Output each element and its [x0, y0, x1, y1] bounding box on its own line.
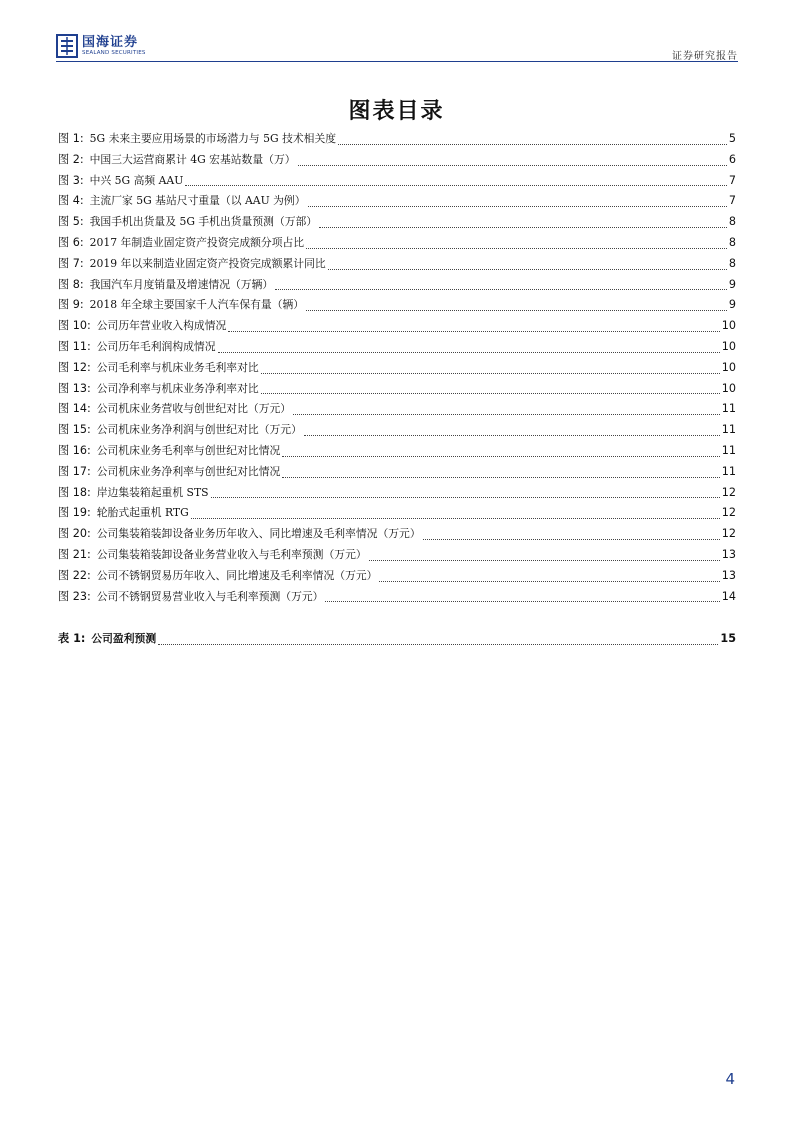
dot-leader: [275, 289, 727, 290]
dot-leader: [369, 560, 720, 561]
figure-entry[interactable]: [58, 317, 736, 338]
entry-label: 图 23:: [58, 589, 91, 603]
entry-title: 公司不锈钢贸易历年收入、同比增速及毛利率情况（万元）: [96, 568, 378, 582]
dot-leader: [306, 310, 727, 311]
dot-leader: [338, 144, 727, 145]
figure-entry[interactable]: [58, 338, 736, 359]
entry-label: 图 10:: [58, 319, 91, 333]
dot-leader: [228, 331, 719, 332]
entry-label: 图 2:: [58, 152, 84, 166]
entry-page: 7: [728, 194, 736, 208]
header-divider: [56, 61, 738, 62]
dot-leader: [306, 248, 727, 249]
dot-leader: [185, 185, 727, 186]
dot-leader: [325, 601, 719, 602]
dot-leader: [423, 539, 720, 540]
entry-label: 图 19:: [58, 506, 91, 520]
figure-entry[interactable]: [58, 484, 736, 505]
entry-title: 2018 年全球主要国家千人汽车保有量（辆）: [89, 298, 305, 312]
entry-page: 8: [728, 235, 736, 249]
entry-page: 10: [721, 360, 736, 374]
figure-entry[interactable]: [58, 255, 736, 276]
entry-title: 中兴 5G 高频 AAU: [89, 173, 184, 187]
entry-title: 公司历年营业收入构成情况: [96, 319, 227, 333]
entry-label: 图 8:: [58, 277, 84, 291]
figure-entry[interactable]: [58, 151, 736, 172]
dot-leader: [261, 373, 720, 374]
entry-title: 我国手机出货量及 5G 手机出货量预测（万部）: [89, 215, 318, 229]
page-title: 图表目录: [348, 98, 445, 124]
figure-entry[interactable]: [58, 276, 736, 297]
entry-page: 12: [721, 527, 736, 541]
figure-entry[interactable]: [58, 213, 736, 234]
entry-page: 13: [721, 547, 736, 561]
dot-leader: [158, 644, 718, 645]
dot-leader: [304, 435, 720, 436]
table-list: [58, 630, 736, 651]
entry-title: 岸边集装箱起重机 STS: [96, 485, 209, 499]
figure-list: [58, 130, 736, 608]
entry-page: 11: [721, 423, 736, 437]
entry-title: 公司集装箱装卸设备业务历年收入、同比增速及毛利率情况（万元）: [96, 527, 421, 541]
page-header: [56, 34, 738, 64]
entry-page: 5: [728, 132, 736, 145]
entry-label: 图 6:: [58, 235, 84, 249]
entry-label: 图 11:: [58, 339, 91, 353]
entry-label: 图 17:: [58, 464, 91, 478]
dot-leader: [218, 352, 720, 353]
entry-page: 10: [721, 319, 736, 333]
entry-label: 图 15:: [58, 423, 91, 437]
entry-label: 图 20:: [58, 527, 91, 541]
entry-label: 图 13:: [58, 381, 91, 395]
dot-leader: [298, 165, 727, 166]
sealand-logo-icon: [56, 34, 78, 58]
figure-entry[interactable]: [58, 172, 736, 193]
entry-label: 图 1:: [58, 132, 84, 145]
entry-label: 图 22:: [58, 568, 91, 582]
entry-title: 中国三大运营商累计 4G 宏基站数量（万）: [89, 152, 296, 166]
entry-page: 8: [728, 256, 736, 270]
entry-title: 5G 未来主要应用场景的市场潜力与 5G 技术相关度: [89, 132, 337, 145]
entry-page: 11: [721, 402, 736, 416]
figure-entry[interactable]: [58, 567, 736, 588]
entry-title: 主流厂家 5G 基站尺寸重量（以 AAU 为例）: [89, 194, 306, 208]
dot-leader: [191, 518, 720, 519]
entry-label: 图 16:: [58, 443, 91, 457]
entry-label: 图 5:: [58, 215, 84, 229]
entry-label: 图 7:: [58, 256, 84, 270]
entry-page: 7: [728, 173, 736, 187]
figure-entry[interactable]: [58, 380, 736, 401]
entry-label: 图 14:: [58, 402, 91, 416]
entry-page: 9: [728, 277, 736, 291]
entry-page: 11: [721, 443, 736, 457]
entry-page: 6: [728, 152, 736, 166]
entry-title: 我国汽车月度销量及增速情况（万辆）: [89, 277, 274, 291]
entry-label: 图 4:: [58, 194, 84, 208]
figure-entry[interactable]: [58, 463, 736, 484]
entry-title: 2019 年以来制造业固定资产投资完成额累计同比: [89, 256, 326, 270]
figure-entry[interactable]: [58, 421, 736, 442]
entry-page: 14: [721, 589, 736, 603]
figure-entry[interactable]: [58, 504, 736, 525]
entry-label: 表 1:: [58, 632, 86, 645]
entry-title: 公司机床业务毛利率与创世纪对比情况: [96, 443, 281, 457]
figure-entry[interactable]: [58, 525, 736, 546]
logo-english-name: SEALAND SECURITIES: [82, 49, 146, 56]
figure-entry[interactable]: [58, 588, 736, 609]
dot-leader: [211, 497, 720, 498]
dot-leader: [308, 206, 727, 207]
entry-page: 10: [721, 381, 736, 395]
entry-label: 图 18:: [58, 485, 91, 499]
entry-page: 15: [720, 632, 736, 645]
entry-title: 轮胎式起重机 RTG: [96, 506, 189, 520]
dot-leader: [319, 227, 727, 228]
entry-page: 12: [721, 485, 736, 499]
entry-page: 13: [721, 568, 736, 582]
entry-title: 公司机床业务净利率与创世纪对比情况: [96, 464, 281, 478]
entry-page: 10: [721, 339, 736, 353]
entry-label: 图 9:: [58, 298, 84, 312]
dot-leader: [282, 456, 719, 457]
company-logo: [56, 34, 146, 58]
entry-label: 图 3:: [58, 173, 84, 187]
entry-title: 公司集装箱装卸设备业务营业收入与毛利率预测（万元）: [96, 547, 367, 561]
figure-entry[interactable]: [58, 442, 736, 463]
entry-title: 公司历年毛利润构成情况: [96, 339, 216, 353]
figure-entry[interactable]: [58, 546, 736, 567]
figure-entry[interactable]: [58, 130, 736, 151]
dot-leader: [282, 477, 719, 478]
logo-chinese-name: 国海证券: [82, 34, 139, 50]
entry-label: 图 21:: [58, 547, 91, 561]
dot-leader: [293, 414, 720, 415]
entry-title: 公司盈利预测: [91, 632, 157, 645]
figure-entry[interactable]: [58, 296, 736, 317]
entry-page: 11: [721, 464, 736, 478]
entry-title: 公司机床业务营收与创世纪对比（万元）: [96, 402, 292, 416]
entry-title: 公司机床业务净利润与创世纪对比（万元）: [96, 423, 302, 437]
report-type: 证券研究报告: [672, 51, 738, 62]
entry-page: 8: [728, 215, 736, 229]
figure-entry[interactable]: [58, 400, 736, 421]
entry-page: 9: [728, 298, 736, 312]
figure-entry[interactable]: [58, 234, 736, 255]
entry-title: 公司毛利率与机床业务毛利率对比: [96, 360, 259, 374]
table-entry[interactable]: [58, 630, 736, 651]
page-number: 4: [725, 1070, 735, 1088]
entry-title: 公司净利率与机床业务净利率对比: [96, 381, 259, 395]
entry-page: 12: [721, 506, 736, 520]
entry-title: 公司不锈钢贸易营业收入与毛利率预测（万元）: [96, 589, 324, 603]
dot-leader: [379, 581, 719, 582]
dot-leader: [261, 393, 720, 394]
entry-title: 2017 年制造业固定资产投资完成额分项占比: [89, 235, 305, 249]
figure-entry[interactable]: [58, 192, 736, 213]
dot-leader: [328, 269, 727, 270]
entry-label: 图 12:: [58, 360, 91, 374]
figure-entry[interactable]: [58, 359, 736, 380]
